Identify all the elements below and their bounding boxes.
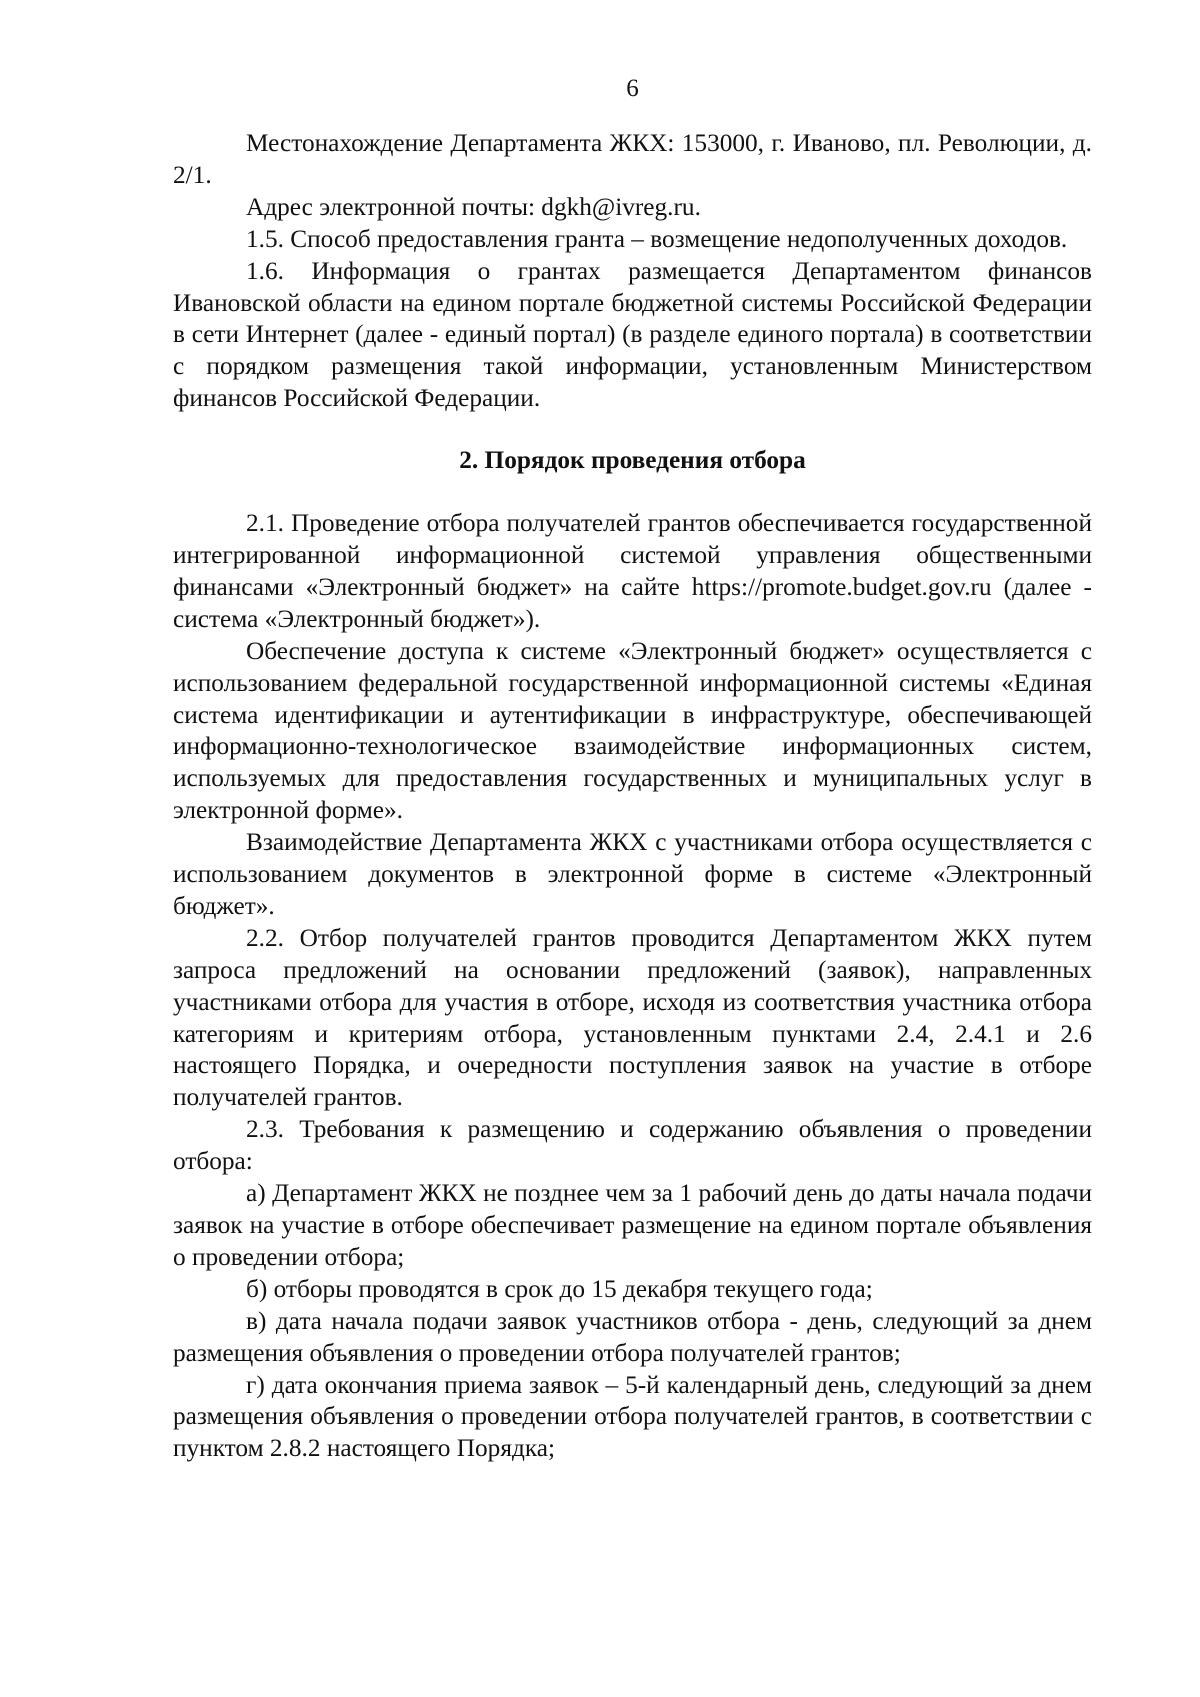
paragraph-1-6: 1.6. Информация о грантах размещается Департаментом финансов Ивановской области на едином портале бюджетной системы Российской Федерации в сети Интернет (далее - единый портал) (в разделе единого портала) в соответствии с порядком размещения такой информации, установленным Министерством финансов Российской Федерации. [173, 256, 1092, 413]
paragraph-1-5: 1.5. Способ предоставления гранта – возмещение недополученных доходов. [246, 224, 1068, 253]
page-number: 6 [626, 75, 639, 102]
document-body [173, 128, 1092, 1465]
section-heading: 2. Порядок проведения отбора [459, 446, 806, 475]
paragraph-access: Обеспечение доступа к системе «Электронный бюджет» осуществляется с использованием федеральной государственной информационной системы «Единая система идентификации и аутентификации в инфраструктуре, обеспечивающей информационно-технологическое взаимодействие информационных систем, используемых для предоставления государственных и муниципальных услуг в электронной форме». [173, 636, 1092, 825]
paragraph-2-3-a: а) Департамент ЖКХ не позднее чем за 1 рабочий день до даты начала подачи заявок на участие в отборе обеспечивает размещение на едином портале объявления о проведении отбора; [173, 1179, 1092, 1271]
paragraph-location: Местонахождение Департамента ЖКХ: 153000, г. Иваново, пл. Революции, д. 2/1. [173, 129, 1092, 189]
paragraph-2-3-v: в) дата начала подачи заявок участников отбора - день, следующий за днем размещения объявления о проведении отбора получателей грантов; [173, 1306, 1092, 1367]
paragraph-2-3: 2.3. Требования к размещению и содержанию объявления о проведении отбора: [173, 1115, 1092, 1176]
paragraph-2-3-g: г) дата окончания приема заявок – 5-й календарный день, следующий за днем размещения объявления о проведении отбора получателей грантов, в соответствии с пунктом 2.8.2 настоящего Порядка; [173, 1370, 1092, 1463]
paragraph-2-2: 2.2. Отбор получателей грантов проводится Департаментом ЖКХ путем запроса предложений на основании предложений (заявок), направленных участниками отбора для участия в отборе, исходя из соответствия участника отбора категориям и критериям отбора, установленным пунктами 2.4, 2.4.1 и 2.6 настоящего Порядка, и очередности поступления заявок на участие в отборе получателей грантов. [173, 923, 1092, 1112]
paragraph-interaction: Взаимодействие Департамента ЖКХ с участниками отбора осуществляется с использованием документов в электронной форме в системе «Электронный бюджет». [173, 828, 1092, 920]
paragraph-2-3-b: б) отборы проводятся в срок до 15 декабря текущего года; [246, 1274, 873, 1303]
paragraph-2-1: 2.1. Проведение отбора получателей грантов обеспечивается государственной интегрированной информационной системой управления общественными финансами «Электронный бюджет» на сайте https://promote.budget.gov.ru (далее - система «Электронный бюджет»). [173, 509, 1092, 633]
paragraph-email: Адрес электронной почты: dgkh@ivreg.ru. [246, 192, 701, 221]
